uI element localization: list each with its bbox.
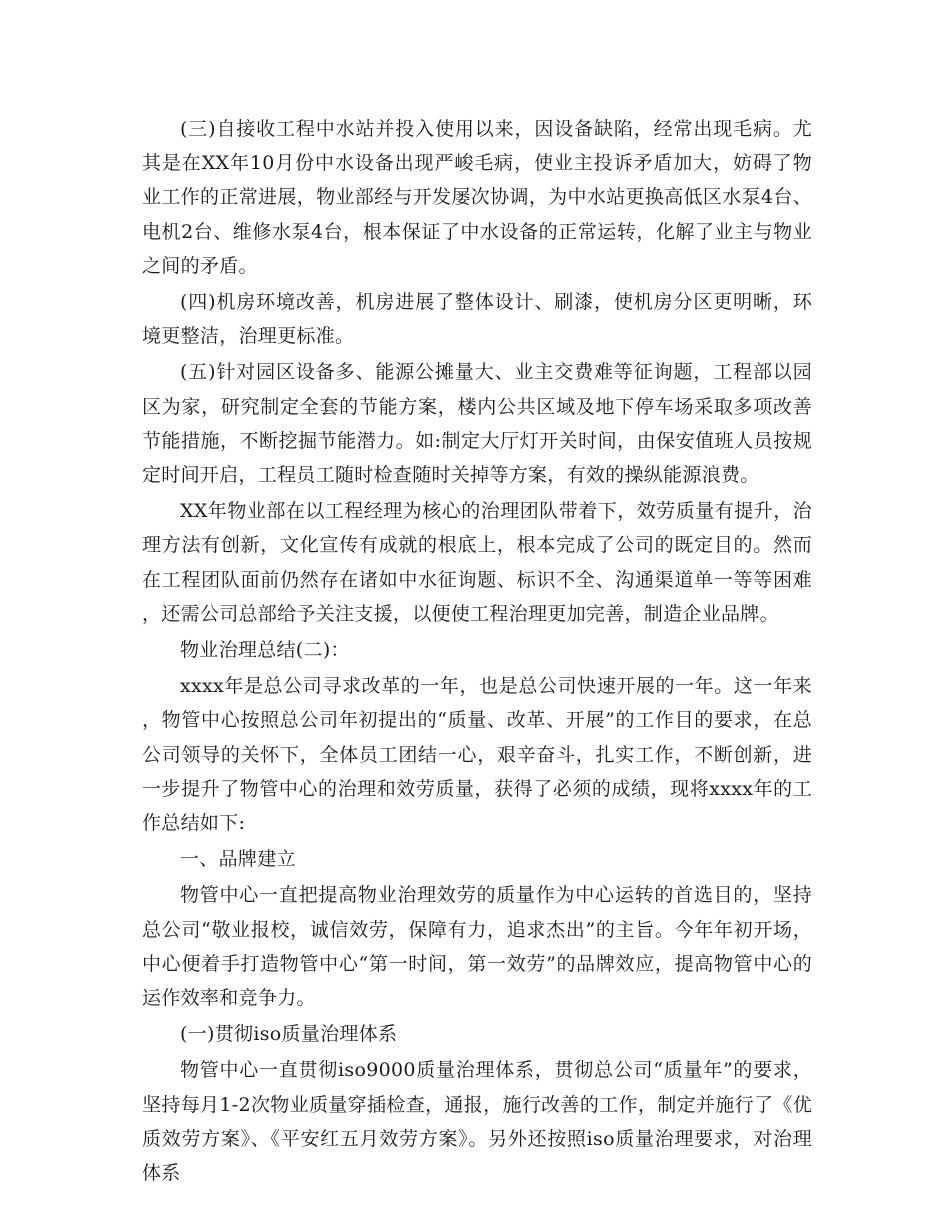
paragraph-iso: 物管中心一直贯彻iso9000质量治理体系，贯彻总公司“质量年”的要求，坚持每月1-2次物业质量穿插检查，通报，施行改善的工作，制定并施行了《优质效劳方案》、《平安红五月效劳方案》。另外还按照iso质量治理要求，对治理体系 xyxy=(142,1059,812,1185)
paragraph-energy-saving: (五)针对园区设备多、能源公摊量大、业主交费难等征询题，工程部以园区为家，研究制定全套的节能方案，楼内公共区域及地下停车场采取多项改善节能措施，不断挖掘节能潜力。如:制定大厅灯开关时间，由保安值班人员按规定时间开启，工程员工随时检查随时关掉等方案，有效的操纵能源浪费。 xyxy=(142,361,812,487)
paragraph-equipment-water-station: (三)自接收工程中水站并投入使用以来，因设备缺陷，经常出现毛病。尤其是在XX年10月份中水设备出现严峻毛病，使业主投诉矛盾加大，妨碍了物业工作的正常进展，物业部经与开发屡次协调，为中水站更换高低区水泵4台、电机2台、维修水泵4台，根本保证了中水设备的正常运转，化解了业主与物业之间的矛盾。 xyxy=(142,118,812,277)
paragraph-year-summary: XX年物业部在以工程经理为核心的治理团队带着下，效劳质量有提升，治理方法有创新，文化宣传有成就的根底上，根本完成了公司的既定目的。然而在工程团队面前仍然存在诸如中水征询题、标识不全、沟通渠道单一等等困难，还需公司总部给予关注支援，以便使工程治理更加完善，制造企业品牌。 xyxy=(142,500,812,625)
subsection-heading-iso: (一)贯彻iso质量治理体系 xyxy=(180,1023,398,1046)
paragraph-intro-summary-two: xxxx年是总公司寻求改革的一年，也是总公司快速开展的一年。这一年来，物管中心按照总公司年初提出的“质量、改革、开展”的工作目的要求，在总公司领导的关怀下，全体员工团结一心，艰辛奋斗，扎实工作，不断创新，进一步提升了物管中心的治理和效劳质量，获得了必须的成绩，现将xxxx年的工作总结如下: xyxy=(142,675,812,835)
section-heading-brand: 一、品牌建立 xyxy=(180,848,296,871)
document-body xyxy=(142,112,812,1192)
paragraph-machine-room: (四)机房环境改善，机房进展了整体设计、刷漆，使机房分区更明晰，环境更整洁，治理更标准。 xyxy=(142,291,812,348)
section-heading-summary-two: 物业治理总结(二)： xyxy=(180,639,350,662)
paragraph-brand: 物管中心一直把提高物业治理效劳的质量作为中心运转的首选目的，坚持总公司“敬业报校，诚信效劳，保障有力，追求杰出”的主旨。今年年初开场，中心便着手打造物管中心“第一时间，第一效劳”的品牌效应，提高物管中心的运作效率和竞争力。 xyxy=(142,884,812,1010)
